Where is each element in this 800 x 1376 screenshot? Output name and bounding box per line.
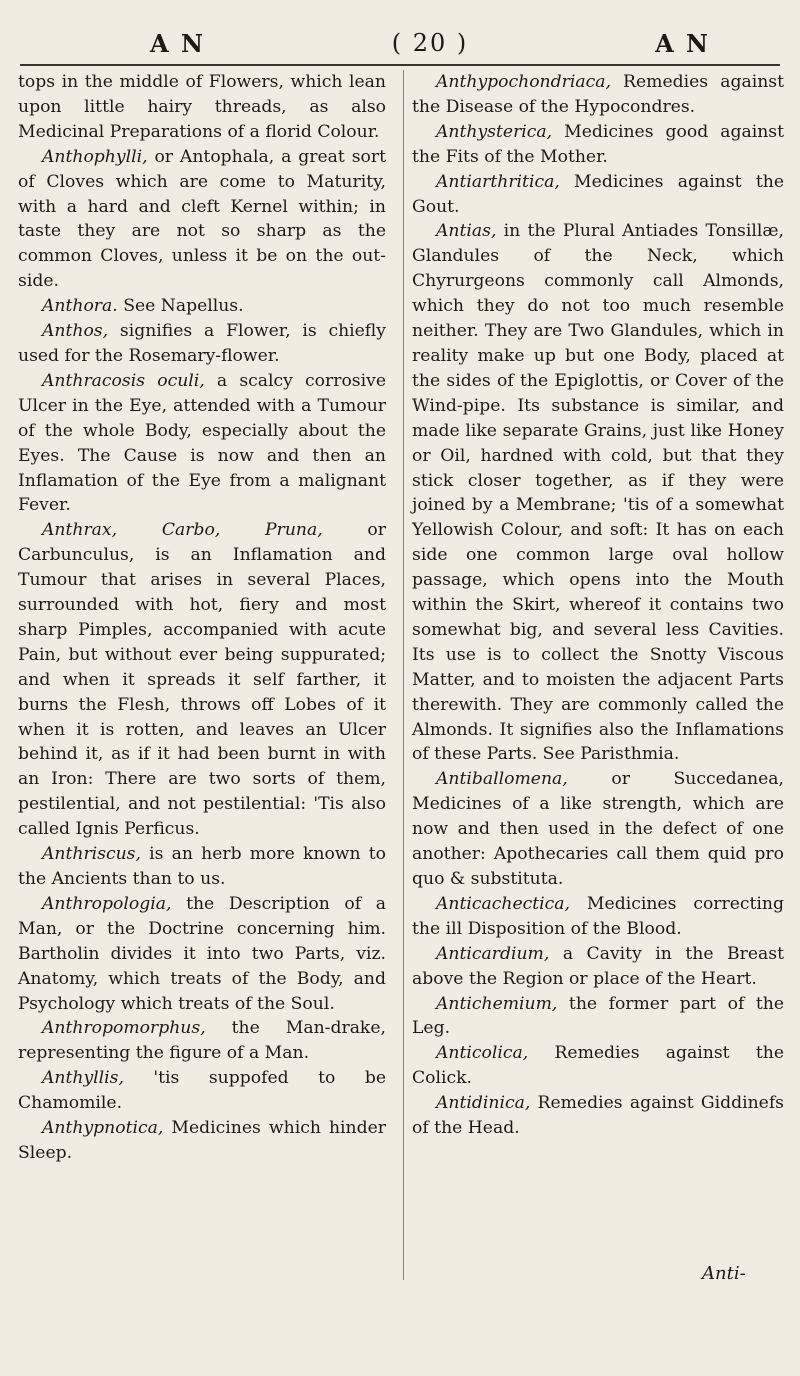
entry-definition: a Cavity in the Breast above the Region or place of the Heart.	[412, 943, 784, 989]
entry-definition: See Napellus.	[117, 296, 244, 317]
entry-term: Anthypochondriaca,	[436, 72, 611, 92]
entry-definition: or Succedanea, Medicines of a like strength, which are now and then used in the defect of one another: Apothecaries call them quid pro quo & substituta.	[412, 769, 784, 889]
header-rule	[20, 64, 780, 66]
dictionary-entry	[18, 1066, 386, 1116]
dictionary-entry	[18, 518, 386, 842]
entry-definition: Medicines against the Gout.	[412, 171, 784, 217]
dictionary-entry	[412, 992, 784, 1042]
entry-definition: or Antophala, a great sort of Cloves which are come to Maturity, with a hard and cleft Kernel within; in taste they are not so sharp as the common Cloves, unless it be on the out-side.	[18, 146, 386, 292]
entry-term: Anthora.	[42, 296, 118, 317]
running-header	[150, 26, 710, 60]
header-right: A N	[655, 28, 710, 58]
dictionary-entry	[18, 1016, 386, 1066]
dictionary-entry	[18, 319, 386, 369]
dictionary-entry	[412, 120, 784, 170]
entry-definition: is an herb more known to the Ancients than to us.	[18, 844, 386, 889]
entry-term: Anthophylli,	[42, 146, 148, 167]
entry-term: Antiballomena,	[436, 769, 568, 790]
entry-definition: a scalcy corrosive Ulcer in the Eye, attended with a Tumour of the whole Body, especially about the Eyes. The Cause is now and then an Inflamation of the Eye from a malignant Fever.	[18, 370, 386, 516]
entry-term: Anthypnotica,	[42, 1118, 164, 1139]
entry-term: Anticolica,	[436, 1043, 529, 1064]
entry-definition: in the Plural Antiades Tonsillæ, Glandules of the Neck, which Chyrurgeons commonly call Almonds, which they do not too much resemble neither. They are Two Glandules, which in reality make up but one Body, placed at the sides of the Epiglottis, or Cover of the Wind-pipe. Its substance is similar, and made like separate Grains, just like Honey or Oil, hardned with cold, but that they stick closer together, as if they were joined by a Membrane; 'tis of a somewhat Yellowish Colour, and soft: It has on each side one common large oval hollow passage, which opens into the Mouth within the Skirt, whereof it contains two somewhat big, and several less Cavities. Its use is to collect the Snotty Viscous Matter, and to moisten the adjacent Parts therewith. They are commonly called the Almonds. It signifies also the Inflamations of these Parts. See Paristhmia.	[412, 221, 784, 765]
entry-definition: signifies a Flower, is chiefly used for the Rosemary-flower.	[18, 321, 386, 366]
header-left: A N	[150, 28, 205, 58]
entry-term: Anthysterica,	[436, 121, 553, 142]
dictionary-entry	[18, 892, 386, 1017]
dictionary-entry	[412, 170, 784, 220]
left-column	[18, 70, 386, 1166]
entry-definition: or Carbunculus, is an Inflamation and Tumour that arises in several Places, surrounded with hot, fiery and most sharp Pimples, accompanied with acute Pain, but without ever being suppurated; and when it spreads it self farther, it burns the Flesh, throws off Lobes of it when it is rotten, and leaves an Ulcer behind it, as if it had been burnt in with an Iron: There are two sorts of them, pestilential, and not pestilential: 'Tis also called Ignis Perficus.	[18, 520, 387, 840]
dictionary-entry	[18, 145, 386, 294]
dictionary-entry	[412, 767, 784, 892]
dictionary-entry	[18, 70, 386, 145]
dictionary-entry	[412, 219, 784, 767]
entry-term: Anthriscus,	[42, 844, 141, 865]
entry-definition: Medicines which hinder Sleep.	[18, 1118, 386, 1163]
entry-definition: Remedies against Giddinefs of the Head.	[412, 1093, 784, 1139]
entry-term: Anthyllis,	[42, 1068, 124, 1089]
entry-definition: the Man-drake, representing the figure of a Man.	[18, 1018, 386, 1064]
dictionary-entry	[18, 294, 386, 319]
entry-term: Antiarthritica,	[436, 171, 560, 192]
entry-term: Anticachectica,	[436, 893, 570, 914]
entry-definition: 'tis suppofed to be Chamomile.	[18, 1068, 386, 1114]
entry-term: Antidinica,	[436, 1093, 531, 1114]
entry-term: Antias,	[436, 221, 497, 242]
entry-definition: Remedies against the Disease of the Hypocondres.	[412, 72, 784, 117]
entry-term: Anthropomorphus,	[42, 1018, 206, 1039]
entry-definition: Medicines correcting the ill Disposition of the Blood.	[412, 893, 784, 939]
dictionary-entry	[412, 70, 784, 120]
dictionary-entry	[412, 1041, 784, 1091]
entry-definition: the Description of a Man, or the Doctrine concerning him. Bartholin divides it into two Parts, viz. Anatomy, which treats of the Body, and Psychology which treats of the Soul.	[18, 893, 386, 1014]
right-column	[412, 70, 784, 1141]
catchword: Anti-	[702, 1263, 746, 1284]
entry-definition: tops in the middle of Flowers, which lean upon little hairy threads, as also Medicinal Preparations of a florid Colour.	[18, 72, 386, 142]
dictionary-entry	[412, 1091, 784, 1141]
dictionary-entry	[18, 842, 386, 892]
entry-term: Antichemium,	[436, 993, 558, 1014]
entry-term: Anthrax, Carbo, Pruna,	[42, 520, 323, 541]
entry-definition: Remedies against the Colick.	[412, 1043, 784, 1089]
dictionary-entry	[412, 942, 784, 992]
entry-term: Anthropologia,	[42, 893, 172, 914]
dictionary-entry	[412, 892, 784, 942]
dictionary-entry	[18, 369, 386, 518]
column-divider	[403, 70, 404, 1280]
entry-term: Anthracosis oculi,	[42, 370, 205, 391]
page-number: ( 20 )	[391, 29, 469, 57]
entry-term: Anticardium,	[436, 943, 550, 964]
entry-term: Anthos,	[42, 321, 109, 342]
dictionary-entry	[18, 1116, 386, 1166]
entry-definition: Medicines good against the Fits of the Mother.	[412, 121, 784, 167]
entry-definition: the former part of the Leg.	[412, 993, 784, 1039]
